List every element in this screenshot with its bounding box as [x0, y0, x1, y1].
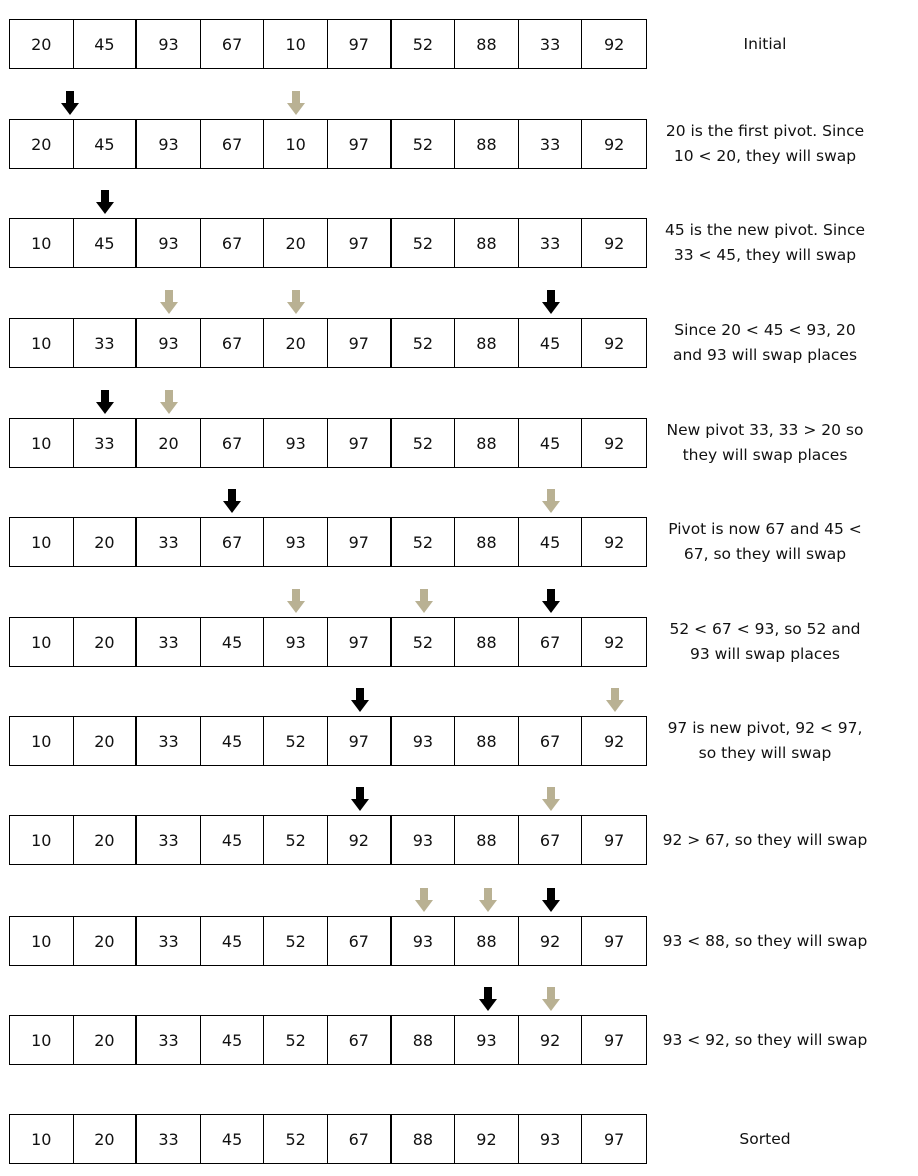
- array-cell: 97: [603, 830, 625, 850]
- array-cell: 88: [392, 1016, 456, 1064]
- array-cell: 20: [74, 618, 138, 666]
- pivot-arrow-icon: [96, 390, 114, 414]
- array-cell: 67: [519, 816, 583, 864]
- array-cell: 33: [137, 717, 201, 765]
- array-cell: 67: [201, 20, 265, 68]
- array-cell: 52: [392, 120, 456, 168]
- array-row: [9, 1015, 647, 1065]
- compare-arrow-icon: [287, 589, 305, 613]
- array-cell: 92: [603, 632, 625, 652]
- array-cell: 92: [603, 233, 625, 253]
- array-cell: 93: [137, 20, 201, 68]
- array-cell: 10: [10, 518, 74, 566]
- array-cell: 88: [392, 1115, 456, 1163]
- array-cell: 52: [392, 219, 456, 267]
- step-caption: Sorted: [739, 1129, 791, 1148]
- array-cell: 97: [328, 618, 392, 666]
- array-cell: 97: [328, 717, 392, 765]
- array-cell: 88: [455, 219, 519, 267]
- array-cell: 92: [603, 134, 625, 154]
- array-cell: 45: [74, 219, 138, 267]
- array-cell: 10: [10, 618, 74, 666]
- compare-arrow-icon: [606, 688, 624, 712]
- array-cell: 10: [10, 319, 74, 367]
- array-cell: 92: [328, 816, 392, 864]
- array-cell: 45: [519, 319, 583, 367]
- array-cell: 52: [264, 1016, 328, 1064]
- array-cell: 33: [137, 618, 201, 666]
- array-cell: 52: [392, 20, 456, 68]
- array-row: [9, 218, 647, 268]
- array-cell: 92: [603, 532, 625, 552]
- array-cell: 92: [455, 1115, 519, 1163]
- array-cell: 97: [603, 931, 625, 951]
- array-cell: 67: [201, 120, 265, 168]
- array-cell: 88: [455, 717, 519, 765]
- array-cell: 20: [10, 20, 74, 68]
- array-cell: 10: [10, 717, 74, 765]
- step-caption: 20 is the first pivot. Since 10 < 20, they will swap: [665, 122, 865, 165]
- array-cell: 92: [603, 433, 625, 453]
- array-cell: 10: [264, 120, 328, 168]
- array-row: [9, 617, 647, 667]
- array-cell: 97: [603, 1129, 625, 1149]
- array-cell: 20: [74, 717, 138, 765]
- array-cell: 52: [264, 717, 328, 765]
- compare-arrow-icon: [542, 787, 560, 811]
- compare-arrow-icon: [287, 91, 305, 115]
- array-cell: 20: [74, 816, 138, 864]
- compare-arrow-icon: [415, 589, 433, 613]
- step-caption: 97 is new pivot, 92 < 97, so they will swap: [667, 719, 863, 762]
- array-cell: 10: [10, 917, 74, 965]
- array-cell: 93: [519, 1115, 583, 1163]
- pivot-arrow-icon: [479, 987, 497, 1011]
- compare-arrow-icon: [160, 290, 178, 314]
- array-cell: 92: [603, 34, 625, 54]
- array-cell: 33: [519, 20, 583, 68]
- compare-arrow-icon: [542, 489, 560, 513]
- pivot-arrow-icon: [223, 489, 241, 513]
- pivot-arrow-icon: [96, 190, 114, 214]
- array-cell: 20: [264, 319, 328, 367]
- array-cell: 67: [201, 319, 265, 367]
- array-cell: 52: [392, 618, 456, 666]
- array-cell: 20: [137, 419, 201, 467]
- pivot-arrow-icon: [542, 290, 560, 314]
- array-cell: 97: [328, 319, 392, 367]
- step-caption: Since 20 < 45 < 93, 20 and 93 will swap places: [672, 321, 858, 364]
- array-cell: 33: [519, 120, 583, 168]
- array-cell: 67: [201, 518, 265, 566]
- array-cell: 45: [201, 618, 265, 666]
- pivot-arrow-icon: [351, 787, 369, 811]
- array-cell: 20: [10, 120, 74, 168]
- array-cell: 52: [392, 419, 456, 467]
- array-row: [9, 916, 647, 966]
- array-cell: 88: [455, 319, 519, 367]
- array-row: [9, 517, 647, 567]
- array-cell: 93: [455, 1016, 519, 1064]
- array-cell: 88: [455, 20, 519, 68]
- compare-arrow-icon: [415, 888, 433, 912]
- array-cell: 88: [455, 618, 519, 666]
- array-cell: 92: [603, 333, 625, 353]
- array-cell: 92: [519, 917, 583, 965]
- array-cell: 88: [455, 120, 519, 168]
- array-cell: 10: [10, 419, 74, 467]
- array-cell: 52: [392, 319, 456, 367]
- step-caption: 93 < 88, so they will swap: [662, 931, 868, 950]
- array-cell: 92: [603, 731, 625, 751]
- array-cell: 67: [328, 1115, 392, 1163]
- array-cell: 67: [519, 717, 583, 765]
- array-cell: 88: [455, 917, 519, 965]
- compare-arrow-icon: [479, 888, 497, 912]
- step-caption: New pivot 33, 33 > 20 so they will swap places: [666, 421, 864, 464]
- array-cell: 92: [519, 1016, 583, 1064]
- array-cell: 97: [328, 219, 392, 267]
- array-cell: 20: [74, 1115, 138, 1163]
- step-caption: Pivot is now 67 and 45 < 67, so they will swap: [668, 520, 862, 563]
- array-cell: 33: [519, 219, 583, 267]
- pivot-arrow-icon: [542, 888, 560, 912]
- array-cell: 93: [392, 816, 456, 864]
- array-cell: 97: [328, 419, 392, 467]
- array-cell: 67: [201, 419, 265, 467]
- array-cell: 67: [519, 618, 583, 666]
- array-cell: 33: [137, 917, 201, 965]
- array-cell: 88: [455, 816, 519, 864]
- array-row: [9, 318, 647, 368]
- array-cell: 45: [201, 816, 265, 864]
- array-cell: 97: [328, 518, 392, 566]
- array-cell: 20: [74, 518, 138, 566]
- step-caption: 92 > 67, so they will swap: [662, 830, 868, 849]
- array-cell: 45: [519, 419, 583, 467]
- array-cell: 10: [10, 816, 74, 864]
- array-cell: 45: [201, 1016, 265, 1064]
- array-cell: 88: [455, 419, 519, 467]
- array-cell: 10: [10, 1115, 74, 1163]
- array-cell: 10: [10, 219, 74, 267]
- array-cell: 33: [137, 518, 201, 566]
- array-cell: 33: [137, 816, 201, 864]
- array-cell: 45: [201, 1115, 265, 1163]
- array-cell: 93: [264, 518, 328, 566]
- array-row: [9, 1114, 647, 1164]
- array-cell: 33: [137, 1115, 201, 1163]
- array-cell: 93: [137, 319, 201, 367]
- array-cell: 52: [392, 518, 456, 566]
- array-cell: 20: [74, 917, 138, 965]
- pivot-arrow-icon: [61, 91, 79, 115]
- compare-arrow-icon: [287, 290, 305, 314]
- array-cell: 20: [264, 219, 328, 267]
- array-cell: 10: [264, 20, 328, 68]
- array-cell: 33: [74, 419, 138, 467]
- array-cell: 20: [74, 1016, 138, 1064]
- array-cell: 97: [603, 1030, 625, 1050]
- array-cell: 45: [201, 717, 265, 765]
- pivot-arrow-icon: [351, 688, 369, 712]
- array-cell: 93: [392, 917, 456, 965]
- step-caption: 93 < 92, so they will swap: [662, 1030, 868, 1049]
- array-cell: 67: [328, 917, 392, 965]
- array-cell: 97: [328, 20, 392, 68]
- pivot-arrow-icon: [542, 589, 560, 613]
- array-cell: 52: [264, 1115, 328, 1163]
- array-cell: 97: [328, 120, 392, 168]
- array-cell: 45: [519, 518, 583, 566]
- array-cell: 93: [137, 120, 201, 168]
- step-caption: Initial: [743, 34, 787, 53]
- array-cell: 93: [264, 419, 328, 467]
- array-cell: 52: [264, 917, 328, 965]
- array-row: [9, 19, 647, 69]
- array-cell: 67: [201, 219, 265, 267]
- array-cell: 52: [264, 816, 328, 864]
- array-cell: 93: [392, 717, 456, 765]
- step-caption: 52 < 67 < 93, so 52 and 93 will swap places: [669, 620, 861, 663]
- array-cell: 10: [10, 1016, 74, 1064]
- array-cell: 33: [74, 319, 138, 367]
- step-caption: 45 is the new pivot. Since 33 < 45, they will swap: [664, 221, 866, 264]
- array-cell: 93: [137, 219, 201, 267]
- array-row: [9, 815, 647, 865]
- array-cell: 88: [455, 518, 519, 566]
- array-cell: 93: [264, 618, 328, 666]
- array-cell: 45: [201, 917, 265, 965]
- array-cell: 45: [74, 20, 138, 68]
- compare-arrow-icon: [160, 390, 178, 414]
- array-row: [9, 716, 647, 766]
- array-row: [9, 119, 647, 169]
- array-cell: 33: [137, 1016, 201, 1064]
- array-cell: 67: [328, 1016, 392, 1064]
- compare-arrow-icon: [542, 987, 560, 1011]
- array-cell: 45: [74, 120, 138, 168]
- array-row: [9, 418, 647, 468]
